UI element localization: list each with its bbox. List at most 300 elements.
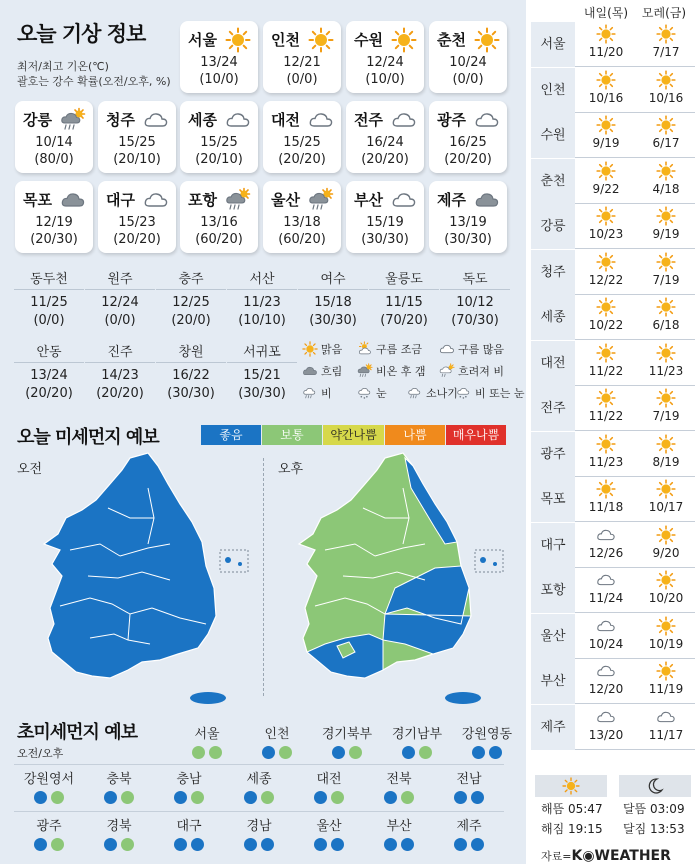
forecast-day1-temp: 9/22 xyxy=(592,181,620,196)
ufd-city-name: 경기북부 xyxy=(321,727,373,742)
city-name: 인천 xyxy=(271,31,300,49)
city-temp: 13/24 xyxy=(200,55,238,70)
legend-item xyxy=(301,363,342,379)
city-temp: 15/25 xyxy=(283,135,321,150)
city-name: 대전 xyxy=(271,111,300,129)
forecast-day2-cell xyxy=(637,161,695,203)
forecast-day2-cell xyxy=(637,115,695,157)
ufd-city xyxy=(434,818,504,851)
sunny-icon xyxy=(595,252,617,272)
city-temp: 15/19 xyxy=(366,215,404,230)
source-prefix: 자료= xyxy=(541,850,572,863)
subtitle-rain-note: 괄호는 강수 확률(오전/오후, %) xyxy=(17,75,171,88)
rain-or-snow-icon xyxy=(455,385,473,401)
forecast-day2-temp: 9/20 xyxy=(652,545,680,560)
city-card xyxy=(429,21,507,93)
legend-label: 흐려져 비 xyxy=(458,365,505,378)
sunrise-text: 해뜸 05:47 xyxy=(541,802,603,816)
cloudy-icon xyxy=(595,570,617,590)
city-rain: (0/0) xyxy=(286,72,318,87)
map-afternoon-label: 오후 xyxy=(278,462,304,477)
pm-scale-item: 나쁨 xyxy=(385,425,445,445)
sunny-icon xyxy=(595,297,617,317)
forecast-day1-temp: 12/26 xyxy=(588,545,624,560)
moonrise-text: 달뜸 03:09 xyxy=(623,802,685,816)
city-card xyxy=(180,181,258,253)
small-city-temp: 15/21 xyxy=(243,368,281,383)
forecast-day2-cell xyxy=(637,707,695,749)
small-city-name: 동두천 xyxy=(14,270,84,290)
legend-item xyxy=(438,341,504,357)
forecast-day2-temp: 11/19 xyxy=(648,682,684,696)
forecast-day1-cell xyxy=(577,161,635,203)
sunny-icon xyxy=(391,27,417,53)
small-city-cell xyxy=(14,343,84,407)
ufd-city-name: 대전 xyxy=(316,772,342,787)
forecast-city: 포항 xyxy=(531,568,575,613)
city-name: 춘천 xyxy=(437,31,466,49)
sun-icon xyxy=(561,777,581,795)
legend-item xyxy=(455,385,525,401)
small-city-temp: 12/24 xyxy=(101,295,139,310)
city-rain: (10/0) xyxy=(365,72,405,87)
small-city-name: 서산 xyxy=(227,270,297,290)
forecast-day1-cell xyxy=(577,206,635,248)
forecast-row xyxy=(531,614,695,659)
forecast-day1-temp: 10/23 xyxy=(588,227,624,241)
ufd-city xyxy=(434,771,504,804)
city-temp: 10/14 xyxy=(35,135,73,150)
overcast-icon xyxy=(474,187,500,213)
sunny-icon xyxy=(595,479,617,499)
city-name: 광주 xyxy=(437,111,466,129)
city-name: 울산 xyxy=(271,191,300,209)
forecast-day1-temp: 9/19 xyxy=(592,136,620,150)
forecast-row xyxy=(531,659,695,704)
city-temp: 16/24 xyxy=(366,135,404,150)
forecast-day1-cell xyxy=(577,707,635,749)
ufd-city-name: 서울 xyxy=(194,727,220,742)
small-city-temp: 11/15 xyxy=(385,295,423,310)
city-card xyxy=(429,181,507,253)
forecast-row xyxy=(531,432,695,477)
cloudy-icon xyxy=(595,525,617,545)
legend-label: 소나기 xyxy=(426,387,458,400)
ufd-city-name: 인천 xyxy=(264,727,290,742)
ufd-am-dot xyxy=(104,791,117,804)
small-city-temp: 13/24 xyxy=(30,368,68,383)
forecast-row xyxy=(531,477,695,522)
city-name: 목포 xyxy=(23,191,52,209)
small-city-name: 창원 xyxy=(156,343,226,363)
city-name: 강릉 xyxy=(23,111,52,129)
legend-label: 맑음 xyxy=(321,343,343,356)
sunny-icon xyxy=(655,479,677,499)
ufd-city-name: 부산 xyxy=(386,819,412,834)
ufd-pm-dot xyxy=(261,838,274,851)
small-city-cell xyxy=(227,343,297,407)
rain-clearing-icon xyxy=(60,107,86,133)
forecast-day2-temp: 7/19 xyxy=(652,272,680,287)
city-temp: 12/24 xyxy=(366,55,404,70)
legend-item xyxy=(301,385,332,401)
cloudy-icon xyxy=(438,341,456,357)
ufd-city-name: 전북 xyxy=(386,772,412,787)
ufd-am-dot xyxy=(174,791,187,804)
forecast-day1-cell xyxy=(577,343,635,385)
city-card xyxy=(263,101,341,173)
city-card xyxy=(180,101,258,173)
ufd-city xyxy=(364,771,434,804)
sunny-icon xyxy=(655,661,677,681)
small-city-name: 충주 xyxy=(156,270,226,290)
forecast-city: 인천 xyxy=(531,68,575,113)
city-rain: (20/20) xyxy=(361,152,409,167)
ufd-city-name: 경남 xyxy=(246,819,272,834)
sunny-icon xyxy=(655,206,677,226)
city-temp: 15/25 xyxy=(118,135,156,150)
ufd-am-dot xyxy=(314,791,327,804)
city-card xyxy=(180,21,258,93)
pm-title: 오늘 미세먼지 예보 xyxy=(17,427,159,448)
forecast-day2-cell xyxy=(637,434,695,476)
city-rain: (20/20) xyxy=(444,152,492,167)
forecast-city: 부산 xyxy=(531,659,575,704)
city-card xyxy=(98,101,176,173)
ufd-am-dot xyxy=(384,838,397,851)
sunny-icon xyxy=(595,115,617,135)
ufd-city xyxy=(14,771,84,804)
ufd-pm-dot xyxy=(401,838,414,851)
forecast-row xyxy=(531,705,695,750)
small-city-cell xyxy=(369,270,439,334)
forecast-day2-temp: 11/17 xyxy=(648,727,684,742)
city-temp: 12/21 xyxy=(283,55,321,70)
page-subtitle xyxy=(17,59,171,89)
forecast-city: 대전 xyxy=(531,341,575,386)
ufd-pm-dot xyxy=(191,791,204,804)
legend-label: 눈 xyxy=(376,387,387,400)
forecast-row xyxy=(531,250,695,295)
map-morning-label: 오전 xyxy=(17,462,43,477)
forecast-day1-cell xyxy=(577,661,635,703)
page-title: 오늘 기상 정보 xyxy=(17,22,146,46)
forecast-day1-cell xyxy=(577,252,635,294)
forecast-day2-cell xyxy=(637,616,695,658)
forecast-city: 제주 xyxy=(531,705,575,750)
cloudy-icon xyxy=(595,707,617,727)
ufd-subtitle: 오전/오후 xyxy=(17,747,64,760)
city-rain: (0/0) xyxy=(452,72,484,87)
ufd-pm-dot xyxy=(349,746,362,759)
ufd-pm-dot xyxy=(261,791,274,804)
sunny-icon xyxy=(655,70,677,90)
forecast-day1-temp: 11/22 xyxy=(588,363,624,378)
ufd-am-dot xyxy=(244,791,257,804)
forecast-day1-temp: 12/20 xyxy=(588,682,624,696)
small-city-cell xyxy=(440,270,510,334)
city-temp: 15/25 xyxy=(200,135,238,150)
ufd-am-dot xyxy=(332,746,345,759)
small-city-cell xyxy=(85,343,155,407)
forecast-day1-cell xyxy=(577,479,635,521)
sunny-icon xyxy=(308,27,334,53)
forecast-day1-temp: 10/24 xyxy=(588,636,624,651)
cloudy-icon xyxy=(308,107,334,133)
forecast-city: 광주 xyxy=(531,432,575,477)
ufd-city-name: 강원영동 xyxy=(461,727,513,742)
ufd-city-name: 강원영서 xyxy=(23,772,75,787)
small-city-name: 안동 xyxy=(14,343,84,363)
ufd-pm-dot xyxy=(121,791,134,804)
ufd-city-name: 광주 xyxy=(36,819,62,834)
subtitle-temp-note: 최저/최고 기온(℃) xyxy=(17,60,109,73)
cloudy-icon xyxy=(391,107,417,133)
city-card xyxy=(346,21,424,93)
ufd-pm-dot xyxy=(489,746,502,759)
forecast-day1-label: 내일(목) xyxy=(583,6,629,20)
forecast-day2-temp: 11/23 xyxy=(648,363,684,378)
forecast-row xyxy=(531,386,695,431)
overcast-icon xyxy=(301,363,319,379)
ufd-am-dot xyxy=(454,791,467,804)
forecast-city: 대구 xyxy=(531,523,575,568)
forecast-row xyxy=(531,295,695,340)
city-card xyxy=(15,181,93,253)
city-name: 부산 xyxy=(354,191,383,209)
forecast-row xyxy=(531,341,695,386)
forecast-day2-temp: 6/17 xyxy=(652,136,680,150)
moonset-text: 달짐 13:53 xyxy=(623,822,685,836)
sunny-icon xyxy=(655,570,677,590)
sunny-icon xyxy=(595,343,617,363)
small-city-name: 서귀포 xyxy=(227,343,297,363)
city-rain: (60/20) xyxy=(195,232,243,247)
forecast-day1-cell xyxy=(577,70,635,112)
small-city-rain: (30/30) xyxy=(309,313,357,328)
legend-item xyxy=(406,385,458,401)
ufd-city xyxy=(312,726,382,759)
ufd-am-dot xyxy=(174,838,187,851)
ufd-city-name: 경북 xyxy=(106,819,132,834)
map-morning-jeju xyxy=(190,692,226,704)
rain-icon xyxy=(301,385,319,401)
sunny-icon xyxy=(225,27,251,53)
ufd-city xyxy=(294,771,364,804)
sunny-icon xyxy=(655,616,677,636)
legend-item xyxy=(438,363,504,379)
forecast-day2-cell xyxy=(637,70,695,112)
cloudy-icon xyxy=(225,107,251,133)
pm-scale-item: 좋음 xyxy=(201,425,261,445)
small-city-rain: (70/20) xyxy=(380,313,428,328)
forecast-day1-temp: 10/16 xyxy=(588,90,624,105)
small-city-cell xyxy=(156,343,226,407)
forecast-row xyxy=(531,204,695,249)
ufd-city xyxy=(154,771,224,804)
ufd-am-dot xyxy=(104,838,117,851)
forecast-row xyxy=(531,113,695,158)
city-temp: 10/24 xyxy=(449,55,487,70)
forecast-day2-cell xyxy=(637,479,695,521)
small-city-rain: (20/20) xyxy=(25,386,73,401)
moon-box xyxy=(619,775,691,797)
small-city-temp: 12/25 xyxy=(172,295,210,310)
small-city-rain: (20/0) xyxy=(171,313,211,328)
ufd-pm-dot xyxy=(471,838,484,851)
ufd-am-dot xyxy=(314,838,327,851)
forecast-day2-cell xyxy=(637,206,695,248)
city-temp: 13/18 xyxy=(283,215,321,230)
small-city-cell xyxy=(156,270,226,334)
ufd-city-name: 대구 xyxy=(176,819,202,834)
sunny-icon xyxy=(655,434,677,454)
forecast-day2-temp: 10/20 xyxy=(648,591,684,605)
city-card xyxy=(263,21,341,93)
city-card xyxy=(263,181,341,253)
moon-icon xyxy=(645,777,665,795)
small-city-rain: (70/30) xyxy=(451,313,499,328)
ufd-city-name: 충남 xyxy=(176,772,202,787)
right-panel xyxy=(531,0,695,864)
small-city-rain: (0/0) xyxy=(33,313,65,328)
city-card xyxy=(429,101,507,173)
forecast-day2-cell xyxy=(637,24,695,66)
forecast-day1-temp: 13/20 xyxy=(588,727,624,742)
forecast-day1-temp: 11/18 xyxy=(588,500,624,514)
forecast-day2-cell xyxy=(637,570,695,612)
pm-scale-item: 보통 xyxy=(262,425,322,445)
forecast-day2-temp: 7/17 xyxy=(652,45,680,59)
ufd-am-dot xyxy=(244,838,257,851)
sunset-text: 해짐 19:15 xyxy=(541,822,603,836)
ufd-am-dot xyxy=(34,838,47,851)
small-city-name: 독도 xyxy=(440,270,510,290)
forecast-city: 수원 xyxy=(531,113,575,158)
small-city-cell xyxy=(85,270,155,334)
city-temp: 12/19 xyxy=(35,215,73,230)
legend-label: 구름 많음 xyxy=(458,343,505,356)
sun-box xyxy=(535,775,607,797)
partly-cloudy-icon xyxy=(356,341,374,357)
overcast-icon xyxy=(60,187,86,213)
ufd-city xyxy=(242,726,312,759)
sunny-icon xyxy=(655,24,677,44)
city-name: 대구 xyxy=(106,191,135,209)
small-city-cell xyxy=(227,270,297,334)
city-rain: (30/30) xyxy=(361,232,409,247)
small-city-rain: (10/10) xyxy=(238,313,286,328)
small-city-temp: 11/25 xyxy=(30,295,68,310)
cloudy-icon xyxy=(595,616,617,636)
forecast-day1-cell xyxy=(577,388,635,430)
forecast-day1-temp: 11/20 xyxy=(588,45,624,59)
ufd-city-name: 제주 xyxy=(456,819,482,834)
ufd-am-dot xyxy=(402,746,415,759)
small-city-rain: (20/20) xyxy=(96,386,144,401)
forecast-day2-cell xyxy=(637,297,695,339)
small-city-temp: 15/18 xyxy=(314,295,352,310)
legend-label: 비 xyxy=(321,387,332,400)
ufd-pm-dot xyxy=(51,838,64,851)
sunny-icon xyxy=(595,206,617,226)
ufd-am-dot xyxy=(454,838,467,851)
map-morning-islands-box xyxy=(220,550,248,572)
forecast-city: 울산 xyxy=(531,614,575,659)
ufd-city xyxy=(364,818,434,851)
forecast-city: 춘천 xyxy=(531,159,575,204)
forecast-city: 세종 xyxy=(531,295,575,340)
forecast-day2-cell xyxy=(637,252,695,294)
city-name: 세종 xyxy=(188,111,217,129)
ufd-pm-dot xyxy=(209,746,222,759)
sunny-icon xyxy=(595,388,617,408)
city-rain: (20/20) xyxy=(278,152,326,167)
forecast-day1-temp: 11/24 xyxy=(588,591,624,605)
sunny-icon xyxy=(655,297,677,317)
city-name: 제주 xyxy=(437,191,466,209)
legend-label: 구름 조금 xyxy=(376,343,423,356)
ufd-city-name: 전남 xyxy=(456,772,482,787)
ufd-am-dot xyxy=(34,791,47,804)
forecast-day1-cell xyxy=(577,24,635,66)
rain-clearing-icon xyxy=(225,187,251,213)
map-morning-mainland xyxy=(44,453,216,678)
ufd-pm-dot xyxy=(401,791,414,804)
sunny-icon xyxy=(595,70,617,90)
ufd-am-dot xyxy=(262,746,275,759)
pm-scale-item: 약간나쁨 xyxy=(323,425,384,445)
small-city-cell xyxy=(298,270,368,334)
ufd-am-dot xyxy=(384,791,397,804)
cloudy-icon xyxy=(655,707,677,727)
forecast-day2-temp: 7/19 xyxy=(652,409,680,423)
map-afternoon-islands-box xyxy=(475,550,503,572)
forecast-city: 청주 xyxy=(531,250,575,295)
forecast-day1-temp: 11/22 xyxy=(588,409,624,423)
city-card xyxy=(346,181,424,253)
city-rain: (20/20) xyxy=(113,232,161,247)
sunny-icon xyxy=(595,24,617,44)
legend-item xyxy=(301,341,342,357)
ufd-city-name: 세종 xyxy=(246,772,272,787)
forecast-day2-temp: 10/17 xyxy=(648,500,684,514)
forecast-day2-temp: 8/19 xyxy=(652,454,680,469)
ufd-city xyxy=(172,726,242,759)
small-city-name: 울릉도 xyxy=(369,270,439,290)
city-card xyxy=(98,181,176,253)
sunny-icon xyxy=(655,525,677,545)
forecast-day1-temp: 11/23 xyxy=(588,454,624,469)
city-rain: (80/0) xyxy=(34,152,74,167)
forecast-day2-temp: 10/16 xyxy=(648,90,684,105)
legend-label: 비 또는 눈 xyxy=(475,387,525,400)
cloudy-then-rain-icon xyxy=(438,363,456,379)
ufd-city xyxy=(382,726,452,759)
forecast-day2-temp: 4/18 xyxy=(652,181,680,196)
forecast-city: 강릉 xyxy=(531,204,575,249)
sunny-icon xyxy=(655,343,677,363)
forecast-day1-cell xyxy=(577,434,635,476)
small-city-rain: (0/0) xyxy=(104,313,136,328)
city-name: 서울 xyxy=(188,31,217,49)
city-card xyxy=(15,101,93,173)
legend-item xyxy=(356,385,387,401)
small-city-cell xyxy=(14,270,84,334)
forecast-row xyxy=(531,68,695,113)
city-rain: (20/30) xyxy=(30,232,78,247)
sunny-icon xyxy=(595,434,617,454)
